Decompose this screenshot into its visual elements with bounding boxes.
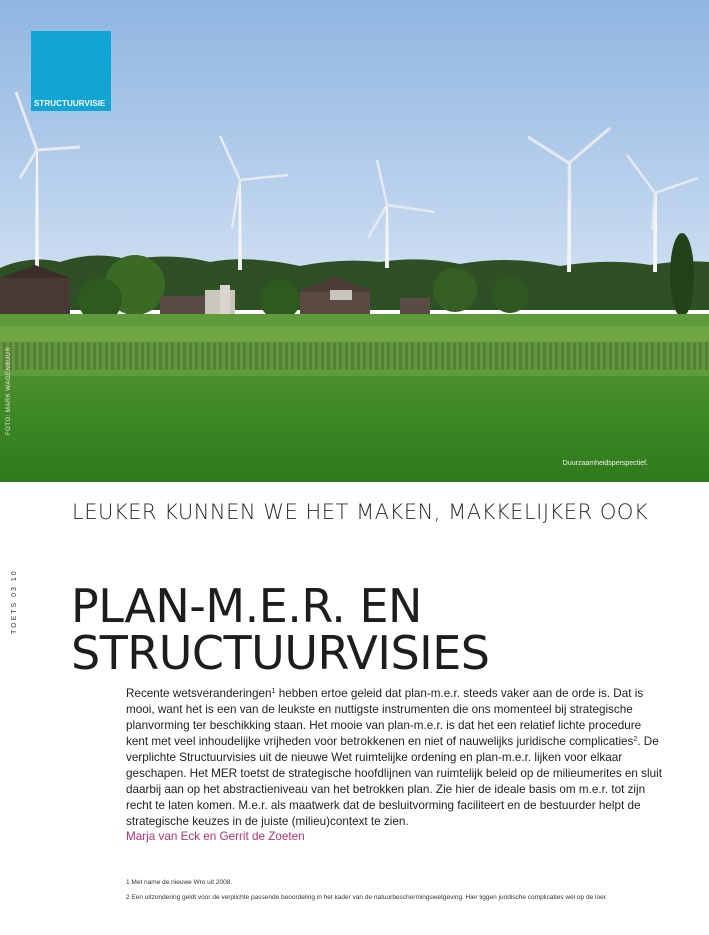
photo-caption: Duurzaamheidsperspectief. bbox=[562, 460, 648, 467]
title-line-1: PLAN-M.E.R. EN bbox=[71, 578, 422, 633]
photo-credit-text: FOTO: MARK WAGENBUUR bbox=[6, 346, 12, 435]
intro-paragraph bbox=[126, 686, 662, 830]
footnote-1: 1 Met name de nieuwe Wro uit 2008. bbox=[126, 879, 233, 886]
author-byline: Marja van Eck en Gerrit de Zoeten bbox=[126, 830, 305, 843]
footnote-ref-2[interactable]: 2 bbox=[633, 736, 638, 743]
kicker-heading: LEUKER KUNNEN WE HET MAKEN, MAKKELIJKER OOK bbox=[72, 500, 649, 524]
photo-credit bbox=[6, 346, 16, 435]
intro-text-3: . De verplichte Structuurvisies uit de nieuwe Wet ruimtelijke ordening en plan-m.e.r. lijken voor elkaar geschapen. Het MER toetst de strategische hoofdlijnen van ruimtelijk beleid op de milieumerites en sluit daarbij aan op het abstractieniveau van het betrokken plan. Zie hier de ideale basis om m.e.r. tot zijn recht te laten komen. M.e.r. als maatwerk dat de besluitvorming faciliteert en de bestuurder helpt de strategische keuzes in de juiste (milieu)context te zien. bbox=[126, 735, 662, 828]
section-tag-label: STRUCTUURVISIE bbox=[34, 99, 106, 108]
intro-text-2: hebben ertoe geleid dat plan-m.e.r. steeds vaker aan de orde is. Dat is mooi, want het is een van de leukste en nuttigste instrumenten die ons momenteel bij strategische planvorming ter beschikking staan. Het mooie van plan-m.e.r. is dat het een relatief lichte procedure kent met veel inhoudelijke vrijheden voor betrokkenen en niet of nauwelijks juridische complicaties bbox=[126, 687, 644, 748]
issue-label bbox=[11, 569, 21, 642]
page-title bbox=[71, 578, 490, 680]
section-tag bbox=[31, 31, 111, 111]
title-line-2: STRUCTUURVISIES bbox=[71, 625, 490, 680]
footnote-2: 2 Een uitzondering geldt voor de verplichte passende beoordeling in het kader van de natuurbeschermingswetgeving. Hier liggen juridische complicaties wel op de loer. bbox=[126, 894, 608, 901]
intro-text-1: Recente wetsveranderingen bbox=[126, 687, 272, 700]
issue-label-text: TOETS 03 10 bbox=[11, 569, 18, 634]
footnote-ref-1[interactable]: 1 bbox=[271, 688, 276, 695]
